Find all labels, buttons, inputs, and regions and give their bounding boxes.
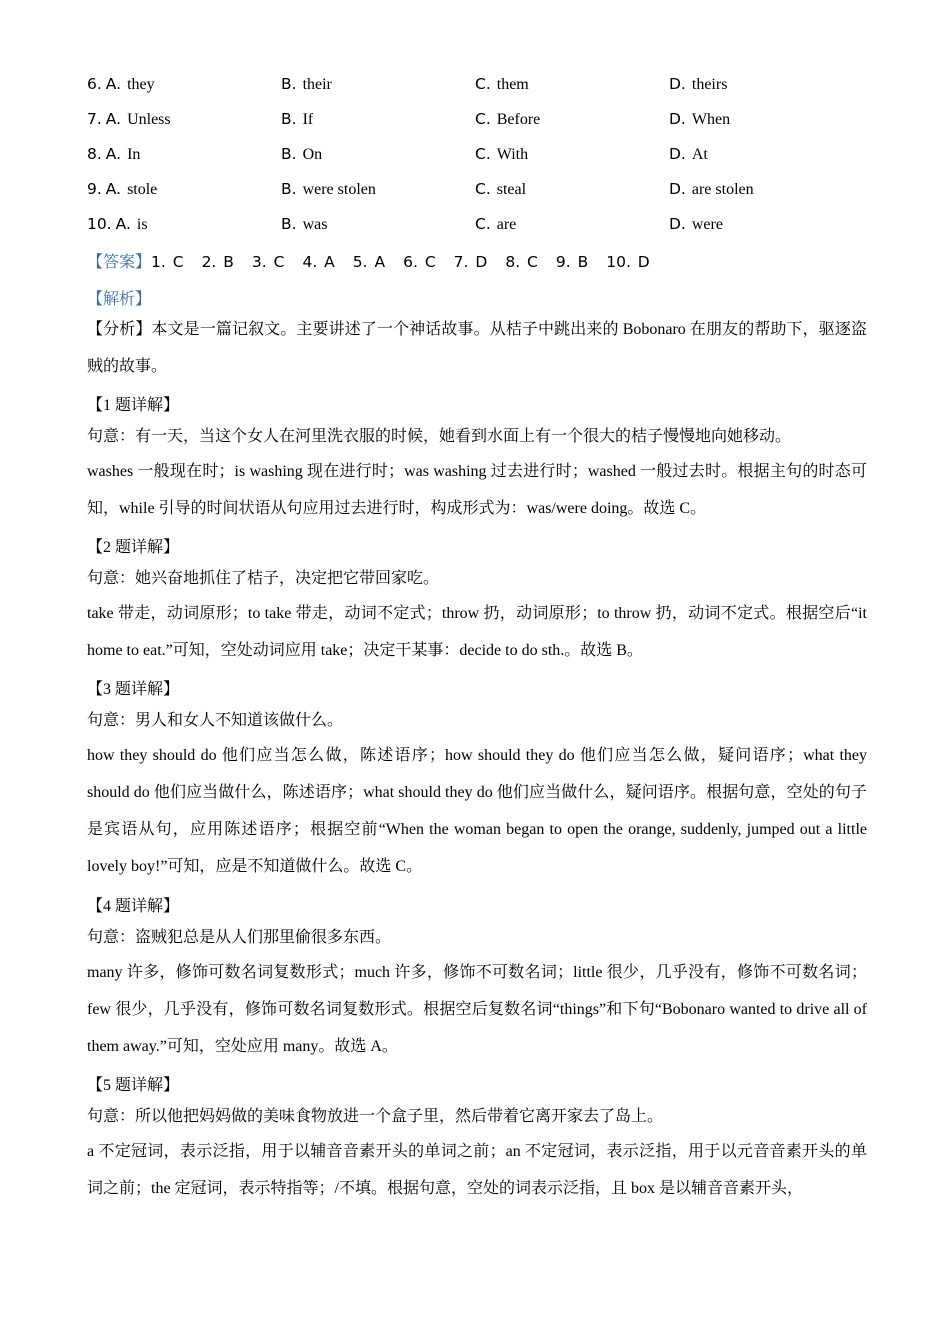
detail-explain-1: washes 一般现在时；is washing 现在进行时；was washing 过去进行时；washed 一般过去时。根据主句的时态可知，while 引导的时间状语从句应用过去进行时，构成形式为：was/were doing。故选 C。 xyxy=(87,463,867,517)
detail-explain-5: a 不定冠词，表示泛指，用于以辅音音素开头的单词之前；an 不定冠词，表示泛指，用于以元音音素开头的单词之前；the 定冠词，表示特指等；/不填。根据句意，空处的词表示泛指，且 box 是以辅音音素开头， xyxy=(87,1143,867,1197)
option-d xyxy=(669,145,708,164)
option-text: theirs xyxy=(691,76,728,93)
option-letter: D. xyxy=(669,75,686,93)
option-c xyxy=(475,180,526,199)
option-row-6 xyxy=(87,75,867,99)
option-letter: D. xyxy=(669,215,686,233)
option-letter: D. xyxy=(669,110,686,128)
option-d xyxy=(669,75,727,94)
answer-item: 8. C xyxy=(505,253,538,271)
option-row-8 xyxy=(87,145,867,169)
option-letter: B. xyxy=(281,75,297,93)
answer-item: 5. A xyxy=(352,253,386,271)
option-text: Unless xyxy=(127,111,171,128)
question-number: 8. xyxy=(87,145,102,163)
option-letter: B. xyxy=(281,145,297,163)
option-letter: C. xyxy=(475,215,491,233)
option-a xyxy=(87,75,155,94)
option-a xyxy=(87,110,171,129)
option-text: If xyxy=(302,111,314,128)
option-text: was xyxy=(302,216,328,233)
option-letter: A. xyxy=(105,145,122,163)
answer-item: 7. D xyxy=(453,253,488,271)
option-text: steal xyxy=(496,181,527,198)
summary-paragraph: 【分析】本文是一篇记叙文。主要讲述了一个神话故事。从桔子中跳出来的 Bobonaro 在朋友的帮助下，驱逐盗贼的故事。 xyxy=(87,321,867,375)
detail-heading-5: 【5 题详解】 xyxy=(87,1077,180,1094)
question-number: 9. xyxy=(87,180,102,198)
option-text: their xyxy=(302,76,332,93)
option-c xyxy=(475,145,528,164)
option-b xyxy=(281,145,322,164)
option-text: were stolen xyxy=(302,181,376,198)
option-text: are stolen xyxy=(691,181,754,198)
detail-meaning-2: 句意：她兴奋地抓住了桔子，决定把它带回家吃。 xyxy=(87,570,440,587)
option-letter: C. xyxy=(475,180,491,198)
option-b xyxy=(281,110,313,129)
option-text: is xyxy=(136,216,148,233)
option-b xyxy=(281,180,376,199)
option-text: On xyxy=(302,146,323,163)
answer-item: 9. B xyxy=(555,253,589,271)
option-a xyxy=(87,180,157,199)
option-letter: A. xyxy=(105,180,122,198)
option-text: they xyxy=(127,76,155,93)
answer-list xyxy=(151,253,668,271)
answer-label: 【答案】 xyxy=(87,254,152,271)
question-number: 10. xyxy=(87,215,112,233)
answer-item: 6. C xyxy=(403,253,436,271)
option-a xyxy=(87,145,140,164)
option-row-9 xyxy=(87,180,867,204)
option-letter: A. xyxy=(105,110,122,128)
option-c xyxy=(475,215,516,234)
option-b xyxy=(281,75,332,94)
detail-explain-3: how they should do 他们应当怎么做，陈述语序；how should they do 他们应当怎么做，疑问语序；what they should do 他们应当做什么，陈述语序；what should they do 他们应当做什么，疑问语序。根据句意，空处的句子是宾语从句，应用陈述语序；根据空前“When the woman began to open the orange, suddenly, jumped out a little lovely boy!”可知，应是不知道做什么。故选 C。 xyxy=(87,747,867,875)
answer-item: 1. C xyxy=(151,253,184,271)
option-text: stole xyxy=(127,181,158,198)
option-d xyxy=(669,180,754,199)
detail-meaning-1: 句意：有一天，当这个女人在河里洗衣服的时候，她看到水面上有一个很大的桔子慢慢地向她移动。 xyxy=(87,428,792,445)
option-b xyxy=(281,215,327,234)
detail-meaning-3: 句意：男人和女人不知道该做什么。 xyxy=(87,712,344,729)
answer-line xyxy=(87,249,867,272)
option-text: them xyxy=(496,76,529,93)
analysis-label: 【解析】 xyxy=(87,291,152,308)
option-row-7 xyxy=(87,110,867,134)
option-a xyxy=(87,215,148,234)
option-letter: A. xyxy=(105,75,122,93)
detail-meaning-5: 句意：所以他把妈妈做的美味食物放进一个盒子里，然后带着它离开家去了岛上。 xyxy=(87,1108,664,1125)
option-letter: B. xyxy=(281,215,297,233)
option-letter: C. xyxy=(475,75,491,93)
detail-meaning-4: 句意：盗贼犯总是从人们那里偷很多东西。 xyxy=(87,929,392,946)
option-text: were xyxy=(691,216,723,233)
answer-item: 3. C xyxy=(251,253,285,271)
option-letter: B. xyxy=(281,180,297,198)
option-text: With xyxy=(496,146,529,163)
option-text: At xyxy=(691,146,708,163)
detail-heading-1: 【1 题详解】 xyxy=(87,397,180,414)
option-c xyxy=(475,110,540,129)
option-letter: A. xyxy=(115,215,131,233)
detail-heading-3: 【3 题详解】 xyxy=(87,681,180,698)
option-letter: C. xyxy=(475,110,491,128)
option-text: When xyxy=(691,111,731,128)
option-text: In xyxy=(127,146,141,163)
detail-heading-2: 【2 题详解】 xyxy=(87,539,180,556)
option-d xyxy=(669,110,730,129)
answer-item: 4. A xyxy=(302,253,335,271)
option-letter: C. xyxy=(475,145,491,163)
option-d xyxy=(669,215,723,234)
question-number: 6. xyxy=(87,75,102,93)
detail-heading-4: 【4 题详解】 xyxy=(87,898,180,915)
option-letter: B. xyxy=(281,110,297,128)
option-letter: D. xyxy=(669,180,686,198)
option-row-10 xyxy=(87,215,867,239)
option-letter: D. xyxy=(669,145,686,163)
answer-item: 2. B xyxy=(201,253,234,271)
option-c xyxy=(475,75,529,94)
detail-explain-2: take 带走，动词原形；to take 带走，动词不定式；throw 扔，动词原形；to throw 扔，动词不定式。根据空后“it home to eat.”可知，空处动词应用 take；决定干某事：decide to do sth.。故选 B。 xyxy=(87,605,867,659)
detail-explain-4: many 许多，修饰可数名词复数形式；much 许多，修饰不可数名词；little 很少，几乎没有，修饰不可数名词；few 很少，几乎没有，修饰可数名词复数形式。根据空后复数名词“things”和下句“Bobonaro wanted to drive all of them away.”可知，空处应用 many。故选 A。 xyxy=(87,964,867,1055)
question-number: 7. xyxy=(87,110,102,128)
answer-item: 10. D xyxy=(606,253,650,271)
option-text: are xyxy=(496,216,517,233)
option-text: Before xyxy=(496,111,541,128)
